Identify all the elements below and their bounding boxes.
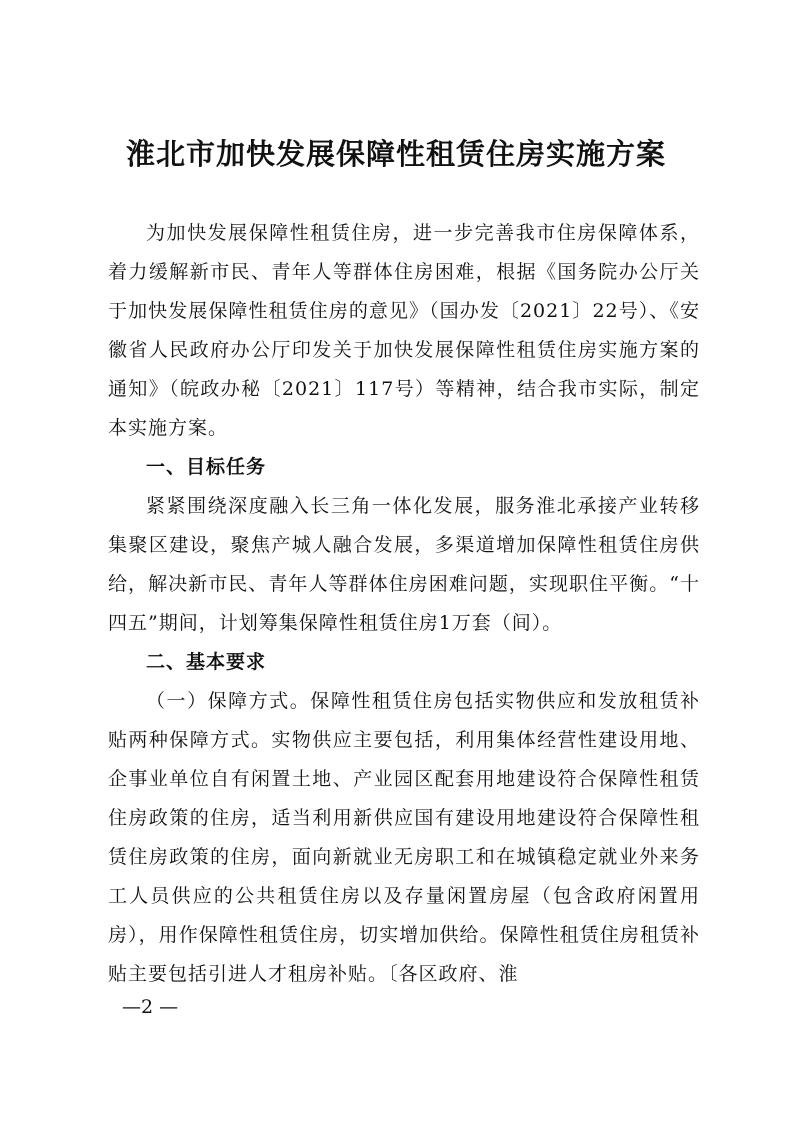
section-heading-goals: 一、目标任务 [146, 456, 267, 478]
intro-paragraph: 为加快发展保障性租赁住房，进一步完善我市住房保障体系，着力缓解新市民、青年人等群体住房困难，根据《国务院办公厅关于加快发展保障性租赁住房的意见》（国办发〔2021〕22号）、《安徽省人民政府办公厅印发关于加快发展保障性租赁住房实施方案的通知》（皖政办秘〔2021〕117号）等精神，结合我市实际，制定本实施方案。 [108, 222, 700, 439]
document-body [108, 214, 700, 994]
section-heading-requirements: 二、基本要求 [146, 651, 267, 673]
requirements-paragraph: （一）保障方式。保障性租赁住房包括实物供应和发放租赁补贴两种保障方式。实物供应主要包括，利用集体经营性建设用地、企事业单位自有闲置土地、产业园区配套用地建设符合保障性租赁住房政策的住房，适当利用新供应国有建设用地建设符合保障性租赁住房政策的住房，面向新就业无房职工和在城镇稳定就业外来务工人员供应的公共租赁住房以及存量闲置房屋（包含政府闲置用房），用作保障性租赁住房，切实增加供给。保障性租赁住房租赁补贴主要包括引进人才租房补贴。〔各区政府、淮 [108, 690, 700, 985]
goals-paragraph: 紧紧围绕深度融入长三角一体化发展，服务淮北承接产业转移集聚区建设，聚焦产城人融合发展，多渠道增加保障性租赁住房供给，解决新市民、青年人等群体住房困难问题，实现职住平衡。“十四五”期间，计划筹集保障性租赁住房1万套（间）。 [108, 495, 700, 634]
page-number: —2 — [122, 996, 179, 1018]
document-title: 淮北市加快发展保障性租赁住房实施方案 [125, 137, 666, 171]
